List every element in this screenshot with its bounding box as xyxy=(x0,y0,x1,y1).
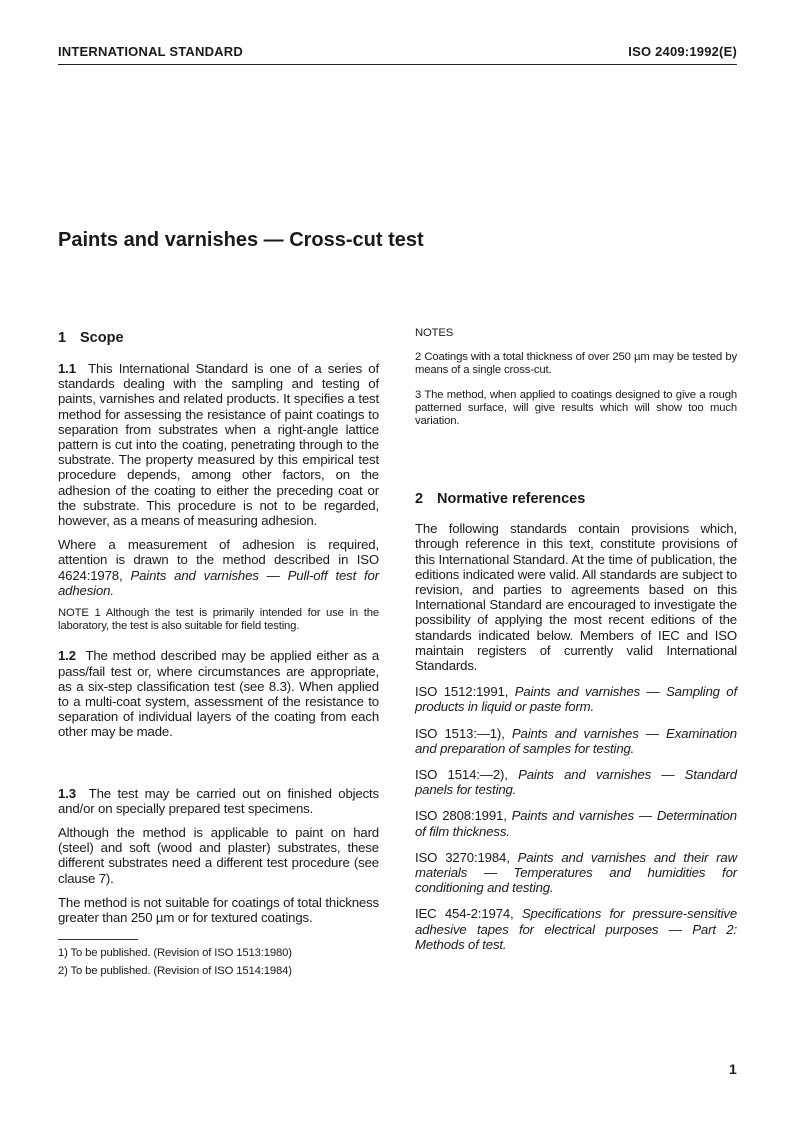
section-title: Scope xyxy=(80,330,124,346)
clause-number: 1.1 xyxy=(58,361,76,376)
reference-title: Paints and varnishes — Standard panels for testing. xyxy=(415,767,737,798)
section-1-heading xyxy=(58,329,379,347)
reference-code: IEC 454-2:1974, xyxy=(415,906,522,922)
footnote-1: 1) To be published. (Revision of ISO 1513:1980) xyxy=(58,947,292,960)
header-standard-type: INTERNATIONAL STANDARD xyxy=(58,44,243,59)
reference-title: Paints and varnishes — Examination and preparation of samples for testing. xyxy=(415,725,737,756)
reference-code: ISO 1513:—1), xyxy=(415,725,512,741)
section-2-heading xyxy=(415,490,737,508)
clause-text: The test may be carried out on finished objects and/or on specially prepared test specimens. xyxy=(58,785,379,816)
left-column xyxy=(58,329,379,978)
reference-code: ISO 3270:1984, xyxy=(415,849,518,865)
paragraph-substrates: Although the method is applicable to paint on hard (steel) and soft (wood and plaster) substrates, these different substrates need a different test procedure (see clause 7). xyxy=(58,825,379,886)
reference-item xyxy=(415,767,737,797)
normative-intro: The following standards contain provisions which, through reference in this text, constitute provisions of this International Standard. At the time of publication, the editions indicated were valid. All standards are subject to revision, and parties to agreements based on this International Standard are encouraged to investigate the possibility of applying the most recent editions of the standards indicated below. Members of IEC and ISO maintain registers of currently valid International Standards. xyxy=(415,521,737,674)
section-title: Normative references xyxy=(437,491,586,508)
footnote-rule xyxy=(58,939,138,940)
clause-number: 1.3 xyxy=(58,785,76,801)
right-column xyxy=(415,327,737,952)
reference-title: Specifications for pressure-sensitive adhesive tapes for electrical purposes — Part 2: Methods of test. xyxy=(415,906,738,952)
clause-1-1 xyxy=(58,361,379,528)
paragraph-text: Where a measurement of adhesion is required, attention is drawn to the method described in ISO 4624:1978, xyxy=(58,537,379,583)
reference-code: ISO 2808:1991, xyxy=(415,808,512,824)
note-2: 2 Coatings with a total thickness of over 250 µm may be tested by means of a single cross-cut. xyxy=(415,351,737,377)
reference-item xyxy=(415,906,737,952)
reference-item xyxy=(415,808,737,838)
reference-code: ISO 1512:1991, xyxy=(415,684,515,700)
section-number: 1 xyxy=(58,330,67,346)
footnote-2: 2) To be published. (Revision of ISO 1514:1984) xyxy=(58,964,292,977)
reference-item xyxy=(415,684,737,714)
reference-title: Paints and varnishes — Sampling of products in liquid or paste form. xyxy=(415,684,737,715)
header-rule xyxy=(58,64,737,65)
paragraph-not-suitable: The method is not suitable for coatings of total thickness greater than 250 µm or for textured coatings. xyxy=(58,894,379,926)
clause-text: The method described may be applied either as a pass/fail test or, where circumstances are appropriate, as a six-step classification test (see 8.3). When applied to a multi-coat system, assessment of the resistance to separation of individual layers of the coating from each other may be made. xyxy=(58,648,380,740)
header-standard-number: ISO 2409:1992(E) xyxy=(628,44,737,59)
clause-1-3 xyxy=(58,786,379,816)
reference-title: Paints and varnishes and their raw materials — Temperatures and humidities for conditioning and testing. xyxy=(415,849,737,896)
note-3: 3 The method, when applied to coatings designed to give a rough patterned surface, will give results which will show too much variation. xyxy=(415,388,737,428)
clause-text: This International Standard is one of a series of standards dealing with the sampling and testing of paints, varnishes and related products. It specifies a test method for assessing the resistance of paint coatings to separation from substrates when a right-angle lattice pattern is cut into the coating, penetrating through to the substrate. The property measured by this empirical test procedure depends, among other factors, on the adhesion of the coating to either the preceding coat or the substrate. This procedure is not to be regarded, however, as a means of measuring adhesion. xyxy=(58,361,379,529)
reference-title: Paints and varnishes — Determination of film thickness. xyxy=(415,808,737,839)
notes-label: NOTES xyxy=(415,327,454,339)
paragraph-adhesion xyxy=(58,537,379,598)
clause-number: 1.2 xyxy=(58,648,76,664)
reference-item xyxy=(415,726,737,756)
note-1: NOTE 1 Although the test is primarily intended for use in the laboratory, the test is also suitable for field testing. xyxy=(58,607,379,633)
clause-1-2 xyxy=(58,648,379,739)
reference-item xyxy=(415,850,737,896)
reference-title: Paints and varnishes — Pull-off test for adhesion. xyxy=(58,567,379,598)
document-title: Paints and varnishes — Cross-cut test xyxy=(58,229,424,251)
page-number: 1 xyxy=(729,1061,737,1077)
reference-code: ISO 1514:—2), xyxy=(415,767,519,783)
section-number: 2 xyxy=(415,491,424,508)
